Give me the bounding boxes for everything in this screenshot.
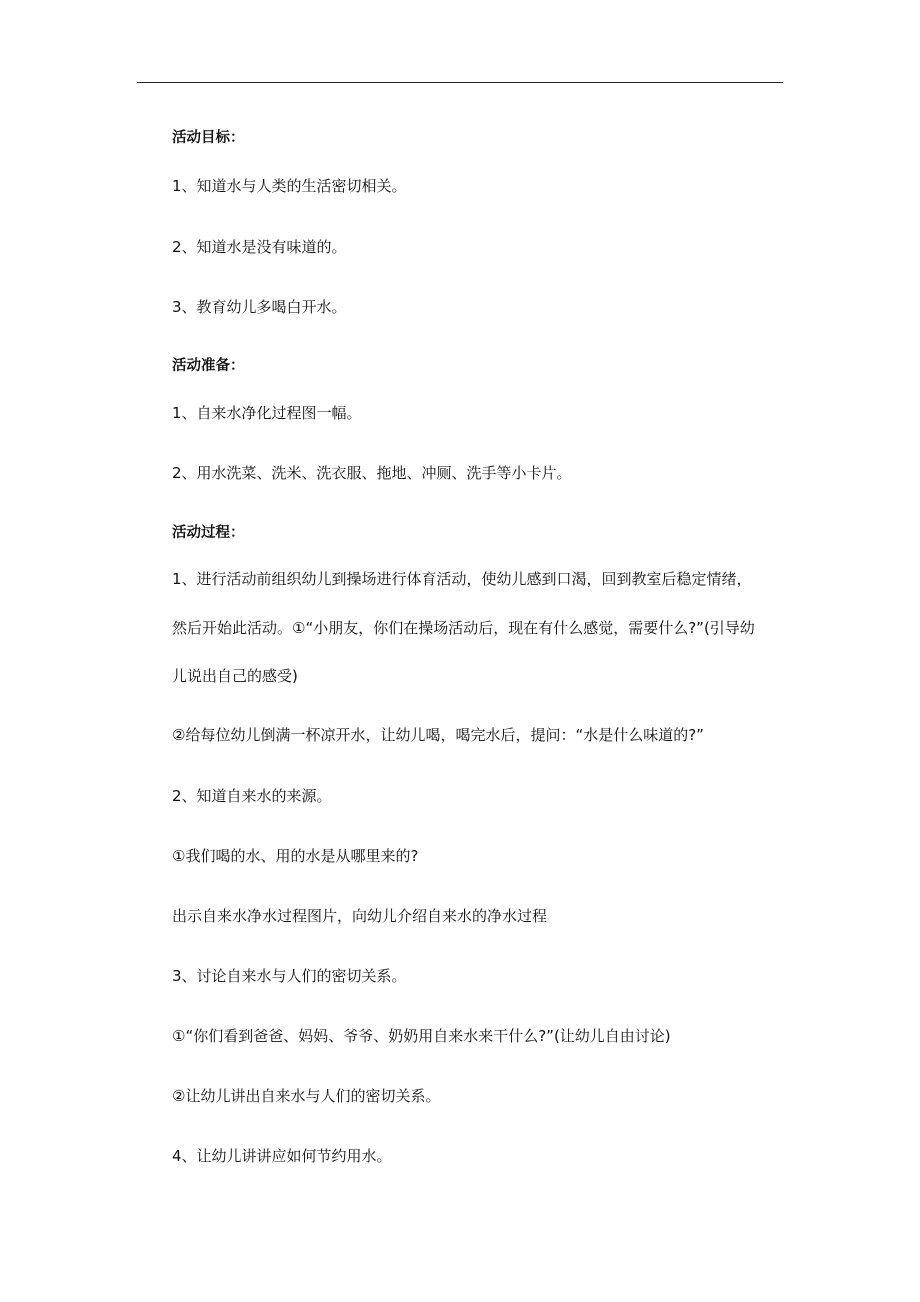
- header-rule: [137, 82, 783, 83]
- preparation-heading: 活动准备：: [172, 358, 245, 374]
- process-step-2: 2、知道自来水的来源。: [172, 787, 332, 805]
- process-step-1-line-3: 儿说出自己的感受): [172, 667, 298, 685]
- process-heading: 活动过程：: [172, 525, 245, 541]
- process-step-4: 4、让幼儿讲讲应如何节约用水。: [172, 1147, 392, 1165]
- process-step-1-line-2: 然后开始此活动。①“小朋友，你们在操场活动后，现在有什么感觉，需要什么?”(引导幼: [172, 619, 755, 637]
- goal-item-1: 1、知道水与人类的生活密切相关。: [172, 177, 407, 195]
- process-step-3-sub-2: ②让幼儿讲出自来水与人们的密切关系。: [172, 1087, 441, 1105]
- preparation-item-2: 2、用水洗菜、洗米、洗衣服、拖地、冲厕、洗手等小卡片。: [172, 464, 572, 482]
- process-step-2-sub-1: ①我们喝的水、用的水是从哪里来的?: [172, 847, 419, 865]
- goal-item-3: 3、教育幼儿多喝白开水。: [172, 298, 347, 316]
- process-step-2-sub-2: 出示自来水净水过程图片，向幼儿介绍自来水的净水过程: [172, 907, 548, 925]
- process-step-3-sub-1: ①“你们看到爸爸、妈妈、爷爷、奶奶用自来水来干什么?”(让幼儿自由讨论): [172, 1027, 671, 1045]
- process-step-1: [172, 568, 782, 688]
- preparation-item-1: 1、自来水净化过程图一幅。: [172, 404, 362, 422]
- process-step-3: 3、讨论自来水与人们的密切关系。: [172, 967, 407, 985]
- process-step-1-sub-2: ②给每位幼儿倒满一杯凉开水，让幼儿喝，喝完水后，提问：“水是什么味道的?”: [172, 726, 704, 744]
- goals-heading: 活动目标：: [172, 130, 245, 146]
- process-step-1-line-1: 1、进行活动前组织幼儿到操场进行体育活动，使幼儿感到口渴，回到教室后稳定情绪，: [172, 570, 752, 588]
- goal-item-2: 2、知道水是没有味道的。: [172, 238, 347, 256]
